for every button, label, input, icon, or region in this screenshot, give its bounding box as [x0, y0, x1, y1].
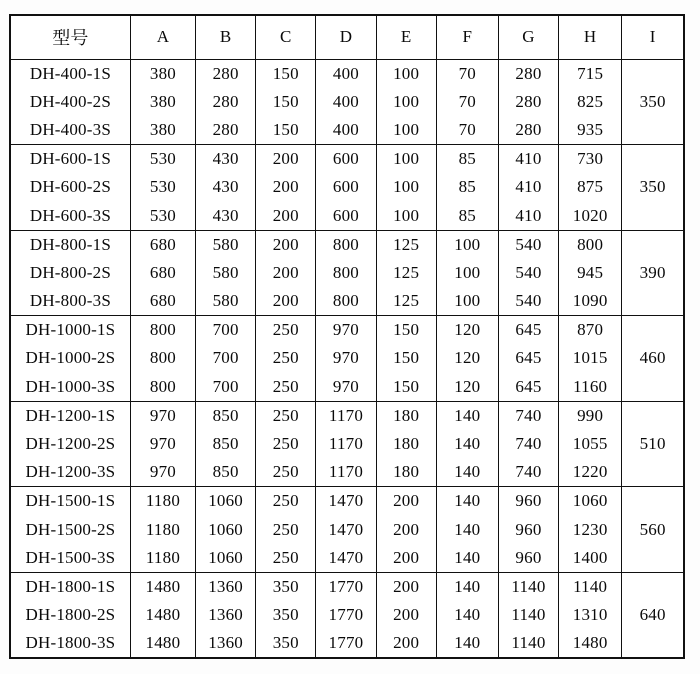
model-cell: DH-1200-2S — [10, 430, 130, 459]
value-cell: 645 — [498, 316, 558, 345]
value-cell: 1170 — [316, 401, 376, 430]
table-row — [10, 572, 684, 601]
value-cell: 140 — [436, 401, 498, 430]
model-cell: DH-1500-1S — [10, 487, 130, 516]
value-cell: 1140 — [498, 601, 558, 630]
value-cell: 800 — [130, 316, 195, 345]
value-cell: 85 — [436, 173, 498, 202]
value-cell: 280 — [196, 88, 256, 117]
value-cell: 250 — [256, 544, 316, 573]
value-cell: 800 — [316, 259, 376, 288]
i-merged-cell: 350 — [622, 145, 684, 231]
value-cell: 180 — [376, 401, 436, 430]
value-cell: 350 — [256, 601, 316, 630]
value-cell: 645 — [498, 373, 558, 402]
value-cell: 70 — [436, 59, 498, 88]
value-cell: 70 — [436, 116, 498, 145]
value-cell: 200 — [256, 173, 316, 202]
value-cell: 540 — [498, 230, 558, 259]
value-cell: 1140 — [498, 629, 558, 658]
value-cell: 250 — [256, 373, 316, 402]
model-cell: DH-1500-3S — [10, 544, 130, 573]
table-row — [10, 401, 684, 430]
table-row — [10, 259, 684, 288]
column-header-i: I — [622, 15, 684, 59]
spec-table — [9, 14, 685, 659]
value-cell: 600 — [316, 145, 376, 174]
value-cell: 100 — [376, 59, 436, 88]
value-cell: 250 — [256, 316, 316, 345]
value-cell: 1170 — [316, 458, 376, 487]
value-cell: 140 — [436, 629, 498, 658]
value-cell: 1360 — [196, 601, 256, 630]
value-cell: 1140 — [559, 572, 622, 601]
value-cell: 150 — [256, 116, 316, 145]
value-cell: 1140 — [498, 572, 558, 601]
value-cell: 200 — [256, 230, 316, 259]
value-cell: 540 — [498, 259, 558, 288]
value-cell: 125 — [376, 230, 436, 259]
header-row — [10, 15, 684, 59]
table-row — [10, 544, 684, 573]
value-cell: 140 — [436, 572, 498, 601]
value-cell: 430 — [196, 202, 256, 231]
value-cell: 250 — [256, 487, 316, 516]
value-cell: 380 — [130, 59, 195, 88]
value-cell: 740 — [498, 430, 558, 459]
value-cell: 825 — [559, 88, 622, 117]
value-cell: 120 — [436, 373, 498, 402]
table-row — [10, 59, 684, 88]
table-row — [10, 487, 684, 516]
table-row — [10, 145, 684, 174]
value-cell: 70 — [436, 88, 498, 117]
table-row — [10, 316, 684, 345]
value-cell: 1060 — [196, 515, 256, 544]
value-cell: 410 — [498, 145, 558, 174]
value-cell: 125 — [376, 259, 436, 288]
value-cell: 150 — [376, 344, 436, 373]
value-cell: 970 — [130, 430, 195, 459]
table-row — [10, 230, 684, 259]
column-header-b: B — [196, 15, 256, 59]
value-cell: 200 — [256, 259, 316, 288]
model-cell: DH-800-3S — [10, 287, 130, 316]
value-cell: 1220 — [559, 458, 622, 487]
value-cell: 580 — [196, 259, 256, 288]
value-cell: 100 — [436, 230, 498, 259]
value-cell: 200 — [376, 515, 436, 544]
value-cell: 250 — [256, 344, 316, 373]
value-cell: 530 — [130, 173, 195, 202]
model-cell: DH-1800-3S — [10, 629, 130, 658]
value-cell: 400 — [316, 59, 376, 88]
model-cell: DH-1800-1S — [10, 572, 130, 601]
i-merged-cell: 510 — [622, 401, 684, 487]
model-cell: DH-400-2S — [10, 88, 130, 117]
value-cell: 380 — [130, 116, 195, 145]
value-cell: 800 — [130, 373, 195, 402]
table-row — [10, 344, 684, 373]
value-cell: 180 — [376, 430, 436, 459]
value-cell: 140 — [436, 601, 498, 630]
model-cell: DH-600-3S — [10, 202, 130, 231]
value-cell: 200 — [376, 572, 436, 601]
value-cell: 1400 — [559, 544, 622, 573]
value-cell: 960 — [498, 544, 558, 573]
table-row — [10, 88, 684, 117]
value-cell: 410 — [498, 202, 558, 231]
value-cell: 430 — [196, 145, 256, 174]
model-cell: DH-600-2S — [10, 173, 130, 202]
table-body — [10, 59, 684, 658]
model-cell: DH-1500-2S — [10, 515, 130, 544]
value-cell: 140 — [436, 515, 498, 544]
value-cell: 280 — [498, 88, 558, 117]
value-cell: 100 — [376, 116, 436, 145]
value-cell: 1060 — [559, 487, 622, 516]
value-cell: 800 — [559, 230, 622, 259]
value-cell: 935 — [559, 116, 622, 145]
value-cell: 740 — [498, 458, 558, 487]
value-cell: 700 — [196, 316, 256, 345]
table-row — [10, 202, 684, 231]
value-cell: 1470 — [316, 544, 376, 573]
value-cell: 700 — [196, 344, 256, 373]
value-cell: 200 — [376, 629, 436, 658]
model-cell: DH-1000-3S — [10, 373, 130, 402]
value-cell: 800 — [130, 344, 195, 373]
value-cell: 1230 — [559, 515, 622, 544]
model-cell: DH-1800-2S — [10, 601, 130, 630]
value-cell: 875 — [559, 173, 622, 202]
value-cell: 100 — [376, 173, 436, 202]
value-cell: 140 — [436, 430, 498, 459]
value-cell: 680 — [130, 287, 195, 316]
i-merged-cell: 390 — [622, 230, 684, 316]
value-cell: 600 — [316, 173, 376, 202]
value-cell: 1180 — [130, 487, 195, 516]
model-cell: DH-800-1S — [10, 230, 130, 259]
value-cell: 100 — [376, 88, 436, 117]
column-header-d: D — [316, 15, 376, 59]
value-cell: 250 — [256, 515, 316, 544]
value-cell: 740 — [498, 401, 558, 430]
value-cell: 120 — [436, 344, 498, 373]
value-cell: 410 — [498, 173, 558, 202]
value-cell: 680 — [130, 259, 195, 288]
column-header-h: H — [559, 15, 622, 59]
table-row — [10, 515, 684, 544]
value-cell: 85 — [436, 202, 498, 231]
value-cell: 150 — [376, 373, 436, 402]
value-cell: 100 — [376, 202, 436, 231]
value-cell: 715 — [559, 59, 622, 88]
value-cell: 960 — [498, 487, 558, 516]
value-cell: 250 — [256, 430, 316, 459]
model-cell: DH-400-1S — [10, 59, 130, 88]
value-cell: 945 — [559, 259, 622, 288]
value-cell: 1480 — [559, 629, 622, 658]
value-cell: 200 — [256, 145, 316, 174]
table-row — [10, 287, 684, 316]
value-cell: 100 — [436, 259, 498, 288]
value-cell: 970 — [316, 316, 376, 345]
value-cell: 350 — [256, 572, 316, 601]
value-cell: 1060 — [196, 544, 256, 573]
value-cell: 1470 — [316, 515, 376, 544]
value-cell: 1770 — [316, 601, 376, 630]
column-header-model: 型号 — [10, 15, 130, 59]
value-cell: 960 — [498, 515, 558, 544]
value-cell: 1770 — [316, 629, 376, 658]
value-cell: 200 — [256, 202, 316, 231]
table-row — [10, 601, 684, 630]
value-cell: 870 — [559, 316, 622, 345]
value-cell: 150 — [256, 59, 316, 88]
value-cell: 280 — [498, 116, 558, 145]
model-cell: DH-1200-1S — [10, 401, 130, 430]
value-cell: 280 — [196, 116, 256, 145]
value-cell: 200 — [376, 544, 436, 573]
column-header-e: E — [376, 15, 436, 59]
value-cell: 800 — [316, 230, 376, 259]
value-cell: 150 — [376, 316, 436, 345]
value-cell: 250 — [256, 401, 316, 430]
column-header-a: A — [130, 15, 195, 59]
value-cell: 430 — [196, 173, 256, 202]
value-cell: 140 — [436, 544, 498, 573]
value-cell: 1180 — [130, 515, 195, 544]
value-cell: 1770 — [316, 572, 376, 601]
i-merged-cell: 640 — [622, 572, 684, 658]
value-cell: 970 — [316, 344, 376, 373]
table-row — [10, 116, 684, 145]
value-cell: 530 — [130, 145, 195, 174]
value-cell: 1020 — [559, 202, 622, 231]
model-cell: DH-600-1S — [10, 145, 130, 174]
value-cell: 200 — [256, 287, 316, 316]
column-header-f: F — [436, 15, 498, 59]
model-cell: DH-400-3S — [10, 116, 130, 145]
table-header — [10, 15, 684, 59]
column-header-g: G — [498, 15, 558, 59]
value-cell: 1180 — [130, 544, 195, 573]
value-cell: 730 — [559, 145, 622, 174]
value-cell: 970 — [130, 401, 195, 430]
value-cell: 140 — [436, 487, 498, 516]
value-cell: 400 — [316, 116, 376, 145]
model-cell: DH-800-2S — [10, 259, 130, 288]
value-cell: 100 — [376, 145, 436, 174]
table-row — [10, 373, 684, 402]
column-header-c: C — [256, 15, 316, 59]
i-merged-cell: 560 — [622, 487, 684, 573]
value-cell: 1055 — [559, 430, 622, 459]
value-cell: 970 — [130, 458, 195, 487]
value-cell: 140 — [436, 458, 498, 487]
value-cell: 970 — [316, 373, 376, 402]
value-cell: 380 — [130, 88, 195, 117]
table-row — [10, 458, 684, 487]
value-cell: 700 — [196, 373, 256, 402]
value-cell: 1015 — [559, 344, 622, 373]
i-merged-cell: 350 — [622, 59, 684, 145]
value-cell: 1480 — [130, 572, 195, 601]
value-cell: 680 — [130, 230, 195, 259]
value-cell: 400 — [316, 88, 376, 117]
value-cell: 645 — [498, 344, 558, 373]
table-row — [10, 430, 684, 459]
value-cell: 250 — [256, 458, 316, 487]
value-cell: 350 — [256, 629, 316, 658]
value-cell: 200 — [376, 487, 436, 516]
value-cell: 990 — [559, 401, 622, 430]
value-cell: 800 — [316, 287, 376, 316]
value-cell: 850 — [196, 430, 256, 459]
value-cell: 1470 — [316, 487, 376, 516]
value-cell: 1160 — [559, 373, 622, 402]
value-cell: 600 — [316, 202, 376, 231]
value-cell: 85 — [436, 145, 498, 174]
value-cell: 850 — [196, 458, 256, 487]
model-cell: DH-1000-2S — [10, 344, 130, 373]
i-merged-cell: 460 — [622, 316, 684, 402]
value-cell: 120 — [436, 316, 498, 345]
value-cell: 1480 — [130, 629, 195, 658]
value-cell: 100 — [436, 287, 498, 316]
value-cell: 580 — [196, 287, 256, 316]
value-cell: 1360 — [196, 629, 256, 658]
value-cell: 150 — [256, 88, 316, 117]
value-cell: 1360 — [196, 572, 256, 601]
value-cell: 125 — [376, 287, 436, 316]
value-cell: 1090 — [559, 287, 622, 316]
table-row — [10, 629, 684, 658]
model-cell: DH-1200-3S — [10, 458, 130, 487]
model-cell: DH-1000-1S — [10, 316, 130, 345]
value-cell: 580 — [196, 230, 256, 259]
value-cell: 1310 — [559, 601, 622, 630]
value-cell: 1060 — [196, 487, 256, 516]
value-cell: 200 — [376, 601, 436, 630]
value-cell: 280 — [498, 59, 558, 88]
value-cell: 540 — [498, 287, 558, 316]
value-cell: 180 — [376, 458, 436, 487]
value-cell: 850 — [196, 401, 256, 430]
value-cell: 280 — [196, 59, 256, 88]
value-cell: 1480 — [130, 601, 195, 630]
table-row — [10, 173, 684, 202]
value-cell: 1170 — [316, 430, 376, 459]
value-cell: 530 — [130, 202, 195, 231]
